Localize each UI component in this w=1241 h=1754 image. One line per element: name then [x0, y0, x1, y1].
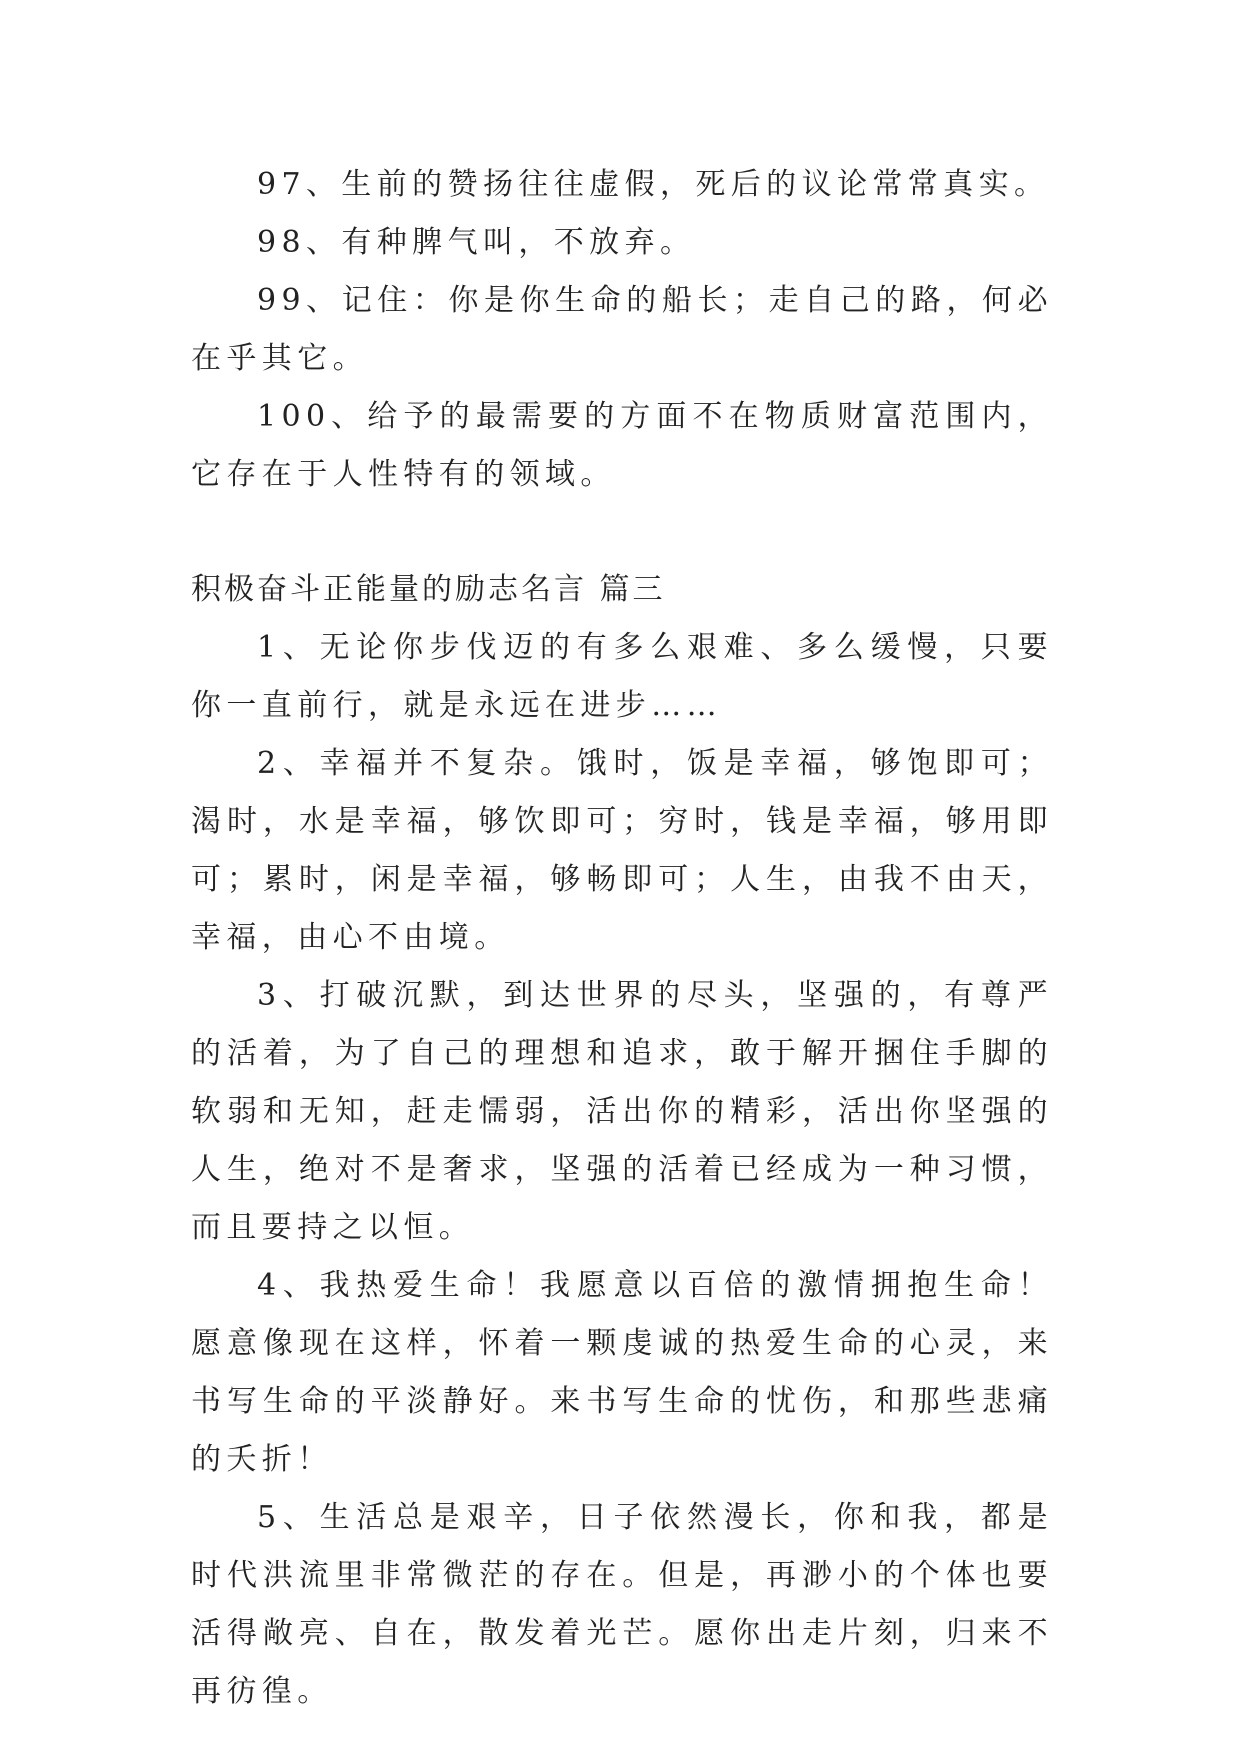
quote-5: 5、生活总是艰辛，日子依然漫长，你和我，都是时代洪流里非常微茫的存在。但是，再渺小的个体也要活得敞亮、自在，散发着光芒。愿你出走片刻，归来不再彷徨。 — [191, 1500, 1053, 1709]
quote-98: 98、有种脾气叫，不放弃。 — [257, 225, 696, 260]
quote-4: 4、我热爱生命！我愿意以百倍的激情拥抱生命！愿意像现在这样，怀着一颗虔诚的热爱生命的心灵，来书写生命的平淡静好。来书写生命的忧伤，和那些悲痛的夭折！ — [191, 1268, 1053, 1477]
quote-99: 99、记住：你是你生命的船长；走自己的路，何必在乎其它。 — [191, 283, 1053, 376]
quote-97: 97、生前的赞扬往往虚假，死后的议论常常真实。 — [257, 167, 1050, 202]
section-heading: 积极奋斗正能量的励志名言 篇三 — [191, 572, 666, 607]
document-body — [191, 156, 1053, 1721]
quote-1: 1、无论你步伐迈的有多么艰难、多么缓慢，只要你一直前行，就是永远在进步…… — [191, 630, 1053, 723]
quote-3: 3、打破沉默，到达世界的尽头，坚强的，有尊严的活着，为了自己的理想和追求，敢于解开捆住手脚的软弱和无知，赶走懦弱，活出你的精彩，活出你坚强的人生，绝对不是奢求，坚强的活着已经成为一种习惯，而且要持之以恒。 — [191, 978, 1053, 1245]
quote-2: 2、幸福并不复杂。饿时，饭是幸福，够饱即可；渴时，水是幸福，够饮即可；穷时，钱是幸福，够用即可；累时，闲是幸福，够畅即可；人生，由我不由天，幸福，由心不由境。 — [191, 746, 1053, 955]
quote-100: 100、给予的最需要的方面不在物质财富范围内，它存在于人性特有的领域。 — [191, 399, 1053, 492]
